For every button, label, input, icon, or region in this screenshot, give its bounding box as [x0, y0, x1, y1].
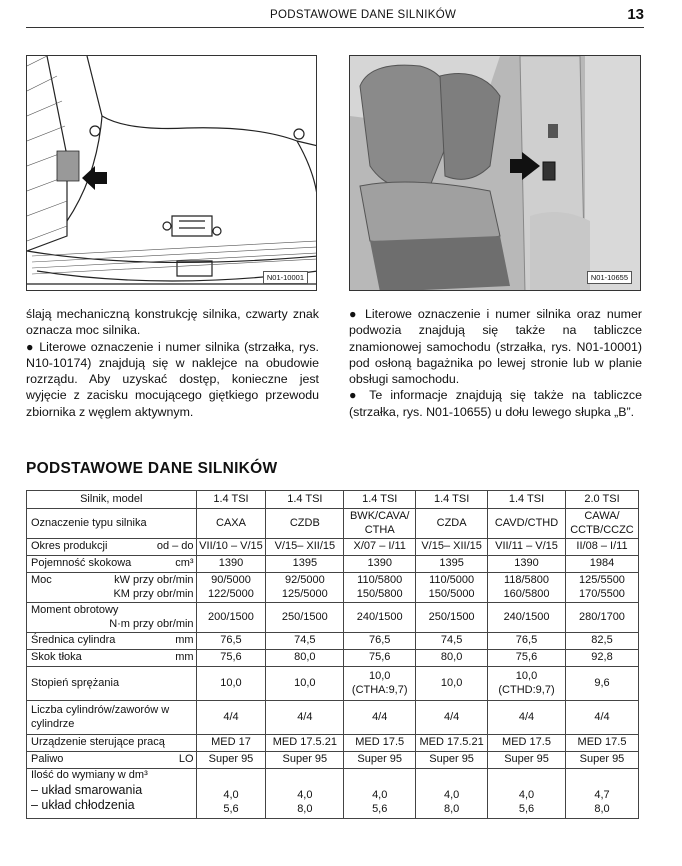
cell-line: MED 17: [211, 736, 251, 749]
table-cell: [416, 735, 488, 752]
label-line: [31, 540, 194, 554]
table-cell: [344, 556, 416, 573]
cell-line: CZDA: [436, 516, 467, 529]
cell-line: 90/5000: [211, 574, 251, 586]
table-cell: [565, 556, 638, 573]
table-cell: [344, 633, 416, 650]
table-cell: [488, 509, 566, 539]
cell-line: 2.0 TSI: [584, 492, 620, 505]
table-cell: [488, 769, 566, 819]
unit-text: LO: [178, 753, 194, 766]
cell-line: 4/4: [594, 710, 610, 723]
cell-line: 10,0: [440, 676, 463, 689]
table-cell: [266, 573, 344, 603]
row-model: [27, 491, 639, 509]
cell-line: 5,6: [372, 802, 388, 815]
cell-line: 92/5000: [284, 574, 325, 586]
cell-line: 76,5: [220, 634, 242, 647]
cell-line: 1984: [589, 557, 615, 570]
cell-line: X/07 – I/11: [353, 540, 406, 553]
table-cell: [416, 650, 488, 667]
cell-line: 4,7: [594, 789, 610, 801]
table-cell: [266, 701, 344, 735]
cell-line: 10,0: [294, 676, 316, 689]
table-cell: [488, 752, 566, 769]
table-cell: [565, 752, 638, 769]
torque-label-line: Moment obrotowy: [31, 604, 119, 616]
table-cell: [344, 539, 416, 556]
row-bore: [27, 633, 639, 650]
table-cell: [488, 573, 566, 603]
cell-line: 74,5: [440, 634, 463, 647]
cell-line: Super 95: [282, 753, 328, 766]
row-label: [27, 752, 197, 769]
table-cell: [416, 491, 488, 509]
row-label: [27, 539, 197, 556]
cell-line: 8,0: [443, 802, 460, 815]
cell-line: 4/4: [372, 710, 388, 723]
table-cell: [196, 701, 266, 735]
row-fuel: [27, 752, 639, 769]
cell-line: 1395: [439, 557, 464, 570]
table-cell: [488, 633, 566, 650]
table-cell: [266, 539, 344, 556]
table-cell: [196, 573, 266, 603]
cell-line: 110/5000: [429, 574, 475, 586]
row-label-text: Pojemność skokowa: [31, 557, 132, 570]
cell-line: 1395: [292, 557, 318, 570]
cell-line: 4,0: [223, 789, 239, 801]
table-cell: [565, 633, 638, 650]
power-label-line: [31, 574, 194, 588]
label-line: [31, 634, 194, 648]
cell-line: 75,6: [369, 651, 391, 664]
row-cylinders: [27, 701, 639, 735]
cell-line: CAWA/: [584, 510, 620, 522]
table-cell: [488, 650, 566, 667]
rating-plate-shape: [57, 151, 79, 181]
table-cell: [416, 539, 488, 556]
table-cell: [196, 539, 266, 556]
cell-line: 92,8: [591, 651, 613, 664]
cell-line: 125/5500: [579, 574, 625, 586]
paragraph: ● Te informacje znajdują się także na tabliczce (strzałka, rys. N01-10655) u dołu lewego słupka „B”.: [349, 388, 642, 419]
figure-b-pillar-plate: [349, 55, 641, 291]
cell-line: MED 17.5.21: [419, 736, 484, 749]
table-cell: [344, 769, 416, 819]
row-torque: [27, 603, 639, 633]
table-cell: [344, 752, 416, 769]
table-cell: [416, 769, 488, 819]
table-cell: [488, 491, 566, 509]
table-cell: 280/1700: [565, 603, 638, 633]
row-label: Silnik, model: [27, 491, 197, 509]
cell-line: 80,0: [440, 651, 463, 664]
figure-trunk-plate: [26, 55, 317, 291]
table-cell: [416, 556, 488, 573]
cell-line: 150/5000: [428, 587, 475, 600]
paragraph: ślają mechaniczną konstrukcję silnika, czwarty znak oznacza moc silnika.: [26, 307, 319, 338]
cell-line: MED 17.5.21: [272, 736, 337, 749]
table-cell: [565, 701, 638, 735]
cell-line: Super 95: [208, 753, 254, 766]
row-label-text: Moc: [31, 574, 52, 586]
label-line: [31, 651, 194, 665]
row-capacity: [27, 556, 639, 573]
table-cell: [196, 491, 266, 509]
cell-line: (CTHD:9,7): [498, 683, 555, 696]
paragraph: ● Literowe oznaczenie i numer silnika (strzałka, rys. N10-10174) znajdują się w naklejce na obudowie rozrządu. Aby uzyskać dostęp, konieczne jest wyjęcie z zacisku mocującego giętkiego przewodu zbiornika z węglem aktywnym.: [26, 339, 319, 419]
table-cell: [565, 539, 638, 556]
cell-line: Super 95: [357, 753, 403, 766]
cell-line: CAVD/CTHD: [494, 516, 559, 529]
cell-line: CAXA: [216, 516, 246, 529]
cell-line: II/08 – I/11: [576, 540, 628, 553]
row-label: [27, 573, 197, 603]
cell-line: 4/4: [297, 710, 313, 723]
cell-line: VII/11 – V/15: [495, 540, 558, 553]
table-cell: [266, 667, 344, 701]
table-cell: [416, 752, 488, 769]
table-cell: [266, 633, 344, 650]
table-cell: 240/1500: [488, 603, 566, 633]
cell-line: CTHA: [364, 523, 395, 536]
cell-line: 10,0: [369, 670, 391, 682]
row-label: [27, 633, 197, 650]
cell-line: 110/5800: [357, 574, 403, 586]
cell-line: Super 95: [429, 753, 474, 766]
table-cell: [344, 509, 416, 539]
row-production: [27, 539, 639, 556]
row-label: Stopień sprężania: [27, 667, 197, 701]
cell-line: 5,6: [518, 802, 535, 815]
cell-line: 74,5: [294, 634, 316, 647]
row-stroke: [27, 650, 639, 667]
row-label: [27, 650, 197, 667]
right-text-column: [349, 306, 642, 420]
cell-line: 4,0: [443, 789, 460, 801]
unit-text: od – do: [156, 540, 194, 553]
table-cell: [416, 509, 488, 539]
table-cell: [344, 667, 416, 701]
cell-line: 160/5800: [503, 587, 550, 600]
cell-line: CCTB/CCZC: [570, 523, 634, 536]
table-cell: [344, 650, 416, 667]
table-cell: [196, 735, 266, 752]
row-label: [27, 769, 197, 819]
row-label: Oznaczenie typu silnika: [27, 509, 197, 539]
power-label-line: KM przy obr/min: [113, 587, 194, 600]
table-cell: [344, 491, 416, 509]
row-label-text: Skok tłoka: [31, 651, 82, 664]
cell-line: 122/5000: [208, 587, 254, 600]
table-cell: [344, 735, 416, 752]
cell-line: 1.4 TSI: [213, 492, 249, 505]
cell-line: 8,0: [297, 802, 313, 815]
table-cell: [488, 735, 566, 752]
cell-line: 150/5800: [356, 587, 403, 600]
cell-line: 10,0: [220, 676, 242, 689]
table-cell: 250/1500: [416, 603, 488, 633]
table-cell: [488, 539, 566, 556]
cell-line: 4/4: [443, 710, 460, 723]
table-cell: 240/1500: [344, 603, 416, 633]
table-cell: [196, 509, 266, 539]
table-cell: [565, 769, 638, 819]
row-label: Urządzenie sterujące pracą: [27, 735, 197, 752]
page-number: 13: [627, 6, 644, 23]
row-label-text: Okres produkcji: [31, 540, 108, 553]
table-cell: [416, 667, 488, 701]
table-cell: [416, 701, 488, 735]
unit-text: mm: [175, 634, 194, 647]
table-cell: [565, 735, 638, 752]
section-title: PODSTAWOWE DANE SILNIKÓW: [26, 460, 278, 477]
table-cell: 250/1500: [266, 603, 344, 633]
cell-line: V/15– XII/15: [274, 540, 336, 553]
row-compression: [27, 667, 639, 701]
row-label: [27, 556, 197, 573]
table-cell: [266, 650, 344, 667]
figure-label: N01-10655: [587, 271, 632, 284]
row-label-text: Średnica cylindra: [31, 634, 116, 647]
page-header: [26, 6, 644, 28]
cell-line: 10,0: [515, 670, 538, 682]
row-label: Liczba cylindrów/zaworów w cylindrze: [27, 701, 197, 735]
row-engine-type: [27, 509, 639, 539]
table-cell: [196, 556, 266, 573]
cell-line: MED 17.5: [355, 736, 405, 749]
cell-line: 4,0: [297, 789, 313, 801]
cell-line: MED 17.5: [502, 736, 551, 749]
cell-line: 4,0: [372, 789, 388, 801]
cell-line: 1.4 TSI: [508, 492, 545, 505]
oil-label: – układ smarowania: [31, 782, 143, 797]
unit-text: mm: [175, 651, 194, 664]
row-label-text: Paliwo: [31, 753, 64, 766]
fluids-label: Ilość do wymiany w dm³: [31, 769, 148, 781]
row-ecu: [27, 735, 639, 752]
table-cell: [488, 556, 566, 573]
cooling-label: – układ chłodzenia: [31, 797, 135, 812]
table-cell: [196, 667, 266, 701]
b-pillar-photo: [350, 56, 641, 291]
row-fluids: [27, 769, 639, 819]
cell-line: 80,0: [294, 651, 316, 664]
table-cell: [266, 735, 344, 752]
row-label: [27, 603, 197, 633]
cell-line: BWK/CAVA/: [349, 510, 410, 522]
torque-label-line: N·m przy obr/min: [109, 617, 194, 630]
cell-line: Super 95: [504, 753, 549, 766]
table-cell: [266, 769, 344, 819]
table-cell: [488, 701, 566, 735]
table-cell: [565, 650, 638, 667]
figure-label: N01-10001: [263, 271, 308, 284]
table-cell: [196, 650, 266, 667]
cell-line: 170/5500: [579, 587, 625, 600]
running-title: PODSTAWOWE DANE SILNIKÓW: [270, 9, 457, 21]
table-cell: [196, 752, 266, 769]
cell-line: 76,5: [369, 634, 391, 647]
table-cell: [266, 556, 344, 573]
cell-line: 1.4 TSI: [287, 492, 323, 505]
cell-line: 1390: [218, 557, 244, 570]
cell-line: VII/10 – V/15: [199, 540, 263, 553]
cell-line: Super 95: [579, 753, 625, 766]
cell-line: 1.4 TSI: [433, 492, 470, 505]
cell-line: 1390: [367, 557, 392, 570]
table-cell: [416, 573, 488, 603]
table-cell: 200/1500: [196, 603, 266, 633]
cell-line: 75,6: [515, 651, 538, 664]
paragraph: ● Literowe oznaczenie i numer silnika oraz numer podwozia znajdują się także na tabliczce znamionowej samochodu (strzałka, rys. N01-10001) pod osłoną bagażnika po lewej stronie lub w planie obsługi samochodu.: [349, 307, 642, 387]
cell-line: 82,5: [591, 634, 613, 647]
table-cell: [344, 573, 416, 603]
cell-line: (CTHA:9,7): [351, 683, 408, 696]
row-power: [27, 573, 639, 603]
trunk-drawing: [27, 56, 317, 291]
label-line: [31, 557, 194, 571]
engine-specs-table: [26, 490, 639, 819]
table-cell: [488, 667, 566, 701]
table-cell: [196, 769, 266, 819]
cell-line: MED 17.5: [577, 736, 627, 749]
table-cell: [344, 701, 416, 735]
table-cell: [565, 573, 638, 603]
cell-line: 5,6: [223, 802, 239, 815]
cell-line: 125/5000: [281, 587, 328, 600]
cell-line: 75,6: [220, 651, 242, 664]
unit-text: cm³: [175, 557, 194, 570]
left-text-column: [26, 306, 319, 420]
cell-line: CZDB: [289, 516, 320, 529]
table-cell: [416, 633, 488, 650]
cell-line: 118/5800: [503, 574, 550, 586]
cell-line: 4/4: [223, 710, 239, 723]
cell-line: 1390: [514, 557, 539, 570]
table-cell: [266, 752, 344, 769]
cell-line: 4,0: [518, 789, 535, 801]
cell-line: 1.4 TSI: [362, 492, 398, 505]
table-cell: [266, 509, 344, 539]
table-cell: [565, 491, 638, 509]
table-cell: [565, 509, 638, 539]
cell-line: 8,0: [594, 802, 610, 815]
table-cell: [266, 491, 344, 509]
cell-line: V/15– XII/15: [421, 540, 482, 553]
label-line: [31, 753, 194, 767]
unit-text: kW przy obr/min: [114, 574, 194, 586]
table-cell: [196, 633, 266, 650]
cell-line: 4/4: [518, 710, 535, 723]
cell-line: 9,6: [594, 676, 610, 689]
table-cell: [565, 667, 638, 701]
cell-line: 76,5: [515, 634, 538, 647]
